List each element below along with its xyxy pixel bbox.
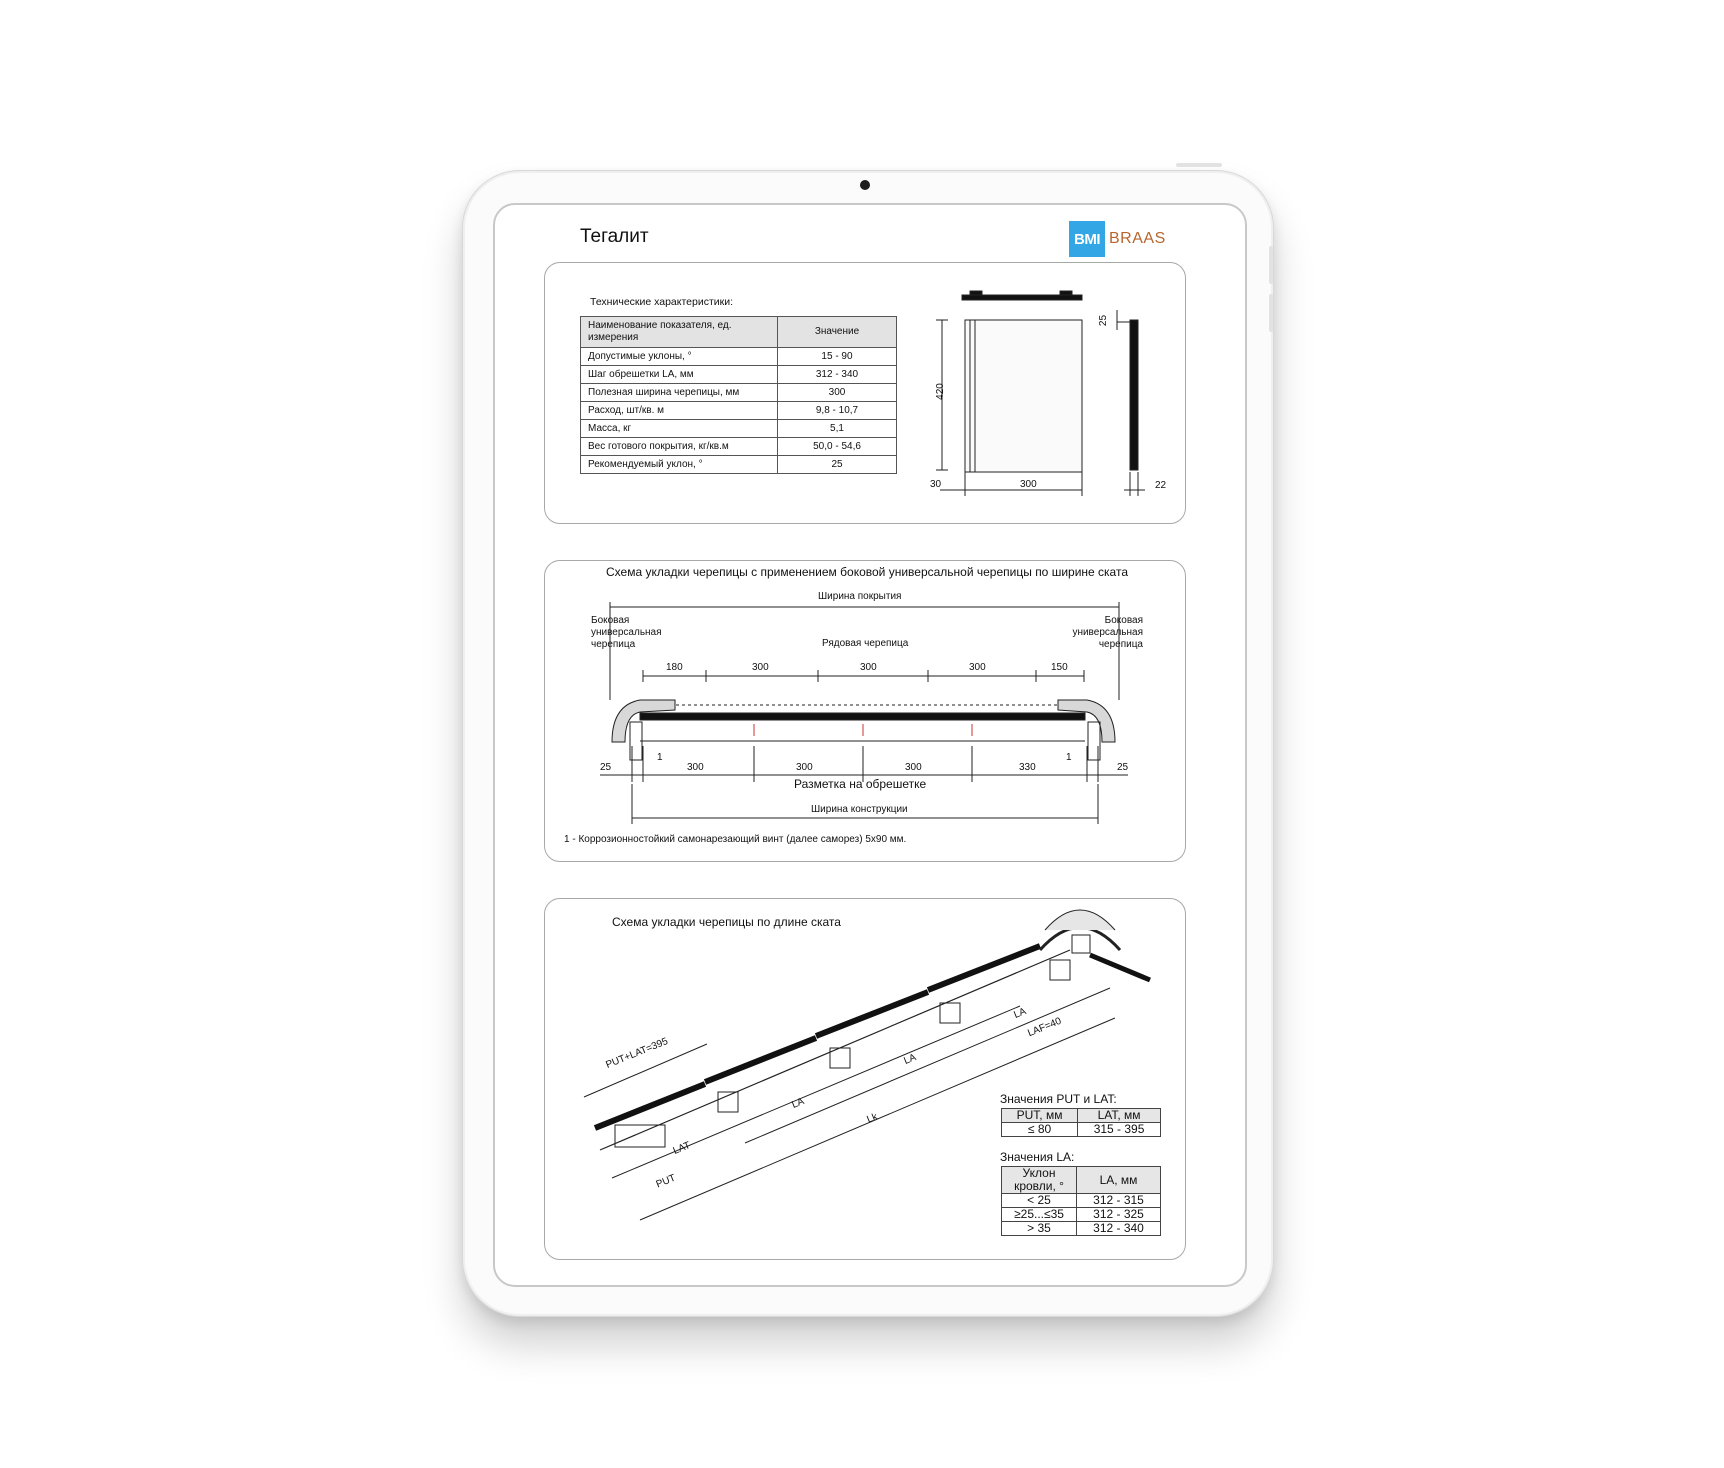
table-row (1002, 1109, 1161, 1123)
tile-top-profile (962, 291, 1082, 300)
lat-label: LAT (671, 1140, 693, 1157)
batten-marking-label: Разметка на обрешетке (794, 777, 927, 791)
spec-name: Вес готового покрытия, кг/кв.м (581, 438, 778, 456)
la-value: 312 - 325 (1077, 1208, 1161, 1222)
spec-name: Масса, кг (581, 420, 778, 438)
screw-marker-left: 1 (657, 752, 663, 763)
tile-side-view (1117, 320, 1138, 470)
spec-value: 300 (778, 384, 897, 402)
spec-name: Расход, шт/кв. м (581, 402, 778, 420)
bottom-dim-330: 330 (1019, 762, 1036, 773)
slope-value: > 35 (1002, 1222, 1077, 1236)
la-label-2: LA (902, 1052, 918, 1067)
side-tile-right (1058, 700, 1115, 742)
bottom-dim-300-c: 300 (905, 762, 922, 773)
table-row (1002, 1222, 1161, 1236)
width-scheme-footnote: 1 - Коррозионностойкий самонарезающий винт (далее саморез) 5х90 мм. (564, 834, 907, 845)
side-tile-right-label: Боковая универсальная черепица (1072, 615, 1143, 650)
la-header: LA, мм (1077, 1167, 1161, 1194)
spec-name: Полезная ширина черепицы, мм (581, 384, 778, 402)
logo-bmi-mark: BMI (1069, 221, 1105, 257)
table-row (1002, 1167, 1161, 1194)
spec-value: 25 (778, 456, 897, 474)
screw-marker-right: 1 (1066, 752, 1072, 763)
la-label-1: LA (790, 1096, 806, 1111)
dim-width-label: 300 (1020, 479, 1037, 490)
la-value: 312 - 340 (1077, 1222, 1161, 1236)
slope-header: Уклон кровли, ° (1002, 1167, 1077, 1194)
lk-label: Lk (865, 1111, 880, 1126)
spec-value: 312 - 340 (778, 366, 897, 384)
dim-offset-label: 30 (930, 479, 942, 490)
dim-depth-label: 22 (1155, 480, 1167, 491)
tile-row (640, 713, 1085, 720)
width-scheme-title: Схема укладки черепицы с применением боковой универсальной черепицы по ширине ската (606, 565, 1128, 579)
top-dim-300-c: 300 (969, 662, 986, 673)
bottom-dim-300-b: 300 (796, 762, 813, 773)
bottom-dim-25-right: 25 (1117, 762, 1129, 773)
ridge (1040, 910, 1150, 980)
rafter-line (600, 950, 1070, 1150)
put-lat-table (1001, 1108, 1161, 1137)
spec-value: 5,1 (778, 420, 897, 438)
row-tile-label: Рядовая черепица (822, 638, 909, 649)
dim-height-label: 420 (934, 383, 946, 400)
lat-value: 315 - 395 (1078, 1123, 1161, 1137)
laf-label: LAF=40 (1026, 1015, 1064, 1040)
cover-width-label: Ширина покрытия (818, 591, 902, 602)
table-row (1002, 1123, 1161, 1137)
spec-name: Шаг обрешетки LA, мм (581, 366, 778, 384)
la-table (1001, 1166, 1161, 1236)
put-label: PUT (654, 1172, 678, 1191)
la-value: 312 - 315 (1077, 1194, 1161, 1208)
top-dim-300-b: 300 (860, 662, 877, 673)
specs-header-value: Значение (778, 317, 897, 348)
put-value: ≤ 80 (1002, 1123, 1078, 1137)
spec-name: Рекомендуемый уклон, ° (581, 456, 778, 474)
slope-value: ≥25...≤35 (1002, 1208, 1077, 1222)
construction-width-label: Ширина конструкции (811, 804, 908, 815)
slope-value: < 25 (1002, 1194, 1077, 1208)
bottom-dim-300-a: 300 (687, 762, 704, 773)
spec-value: 9,8 - 10,7 (778, 402, 897, 420)
put-header: PUT, мм (1002, 1109, 1078, 1123)
tile-front-view (965, 320, 1082, 472)
length-scheme-title: Схема укладки черепицы по длине ската (612, 915, 841, 929)
specs-header-name: Наименование показателя, ед. измерения (581, 317, 778, 348)
table-row (1002, 1208, 1161, 1222)
logo-braas-text: BRAAS (1109, 230, 1166, 247)
lat-header: LAT, мм (1078, 1109, 1161, 1123)
la-label-3: LA (1012, 1006, 1028, 1021)
top-dim-300-a: 300 (752, 662, 769, 673)
spec-name: Допустимые уклоны, ° (581, 348, 778, 366)
table-row (1002, 1194, 1161, 1208)
bottom-dim-25-left: 25 (600, 762, 612, 773)
specs-caption: Технические характеристики: (590, 296, 734, 308)
top-dim-150: 150 (1051, 662, 1068, 673)
side-tile-left-label: Боковая универсальная черепица (591, 615, 662, 650)
put-lat-label: PUT+LAT=395 (604, 1036, 670, 1071)
side-tile-left (612, 700, 675, 742)
la-table-caption: Значения LA: (1000, 1150, 1075, 1164)
put-lat-table-caption: Значения PUT и LAT: (1000, 1092, 1117, 1106)
spec-value: 15 - 90 (778, 348, 897, 366)
spec-value: 50,0 - 54,6 (778, 438, 897, 456)
dim-thickness-label: 25 (1098, 314, 1110, 327)
top-dim-180: 180 (666, 662, 683, 673)
document-title: Тегалит (580, 226, 649, 247)
